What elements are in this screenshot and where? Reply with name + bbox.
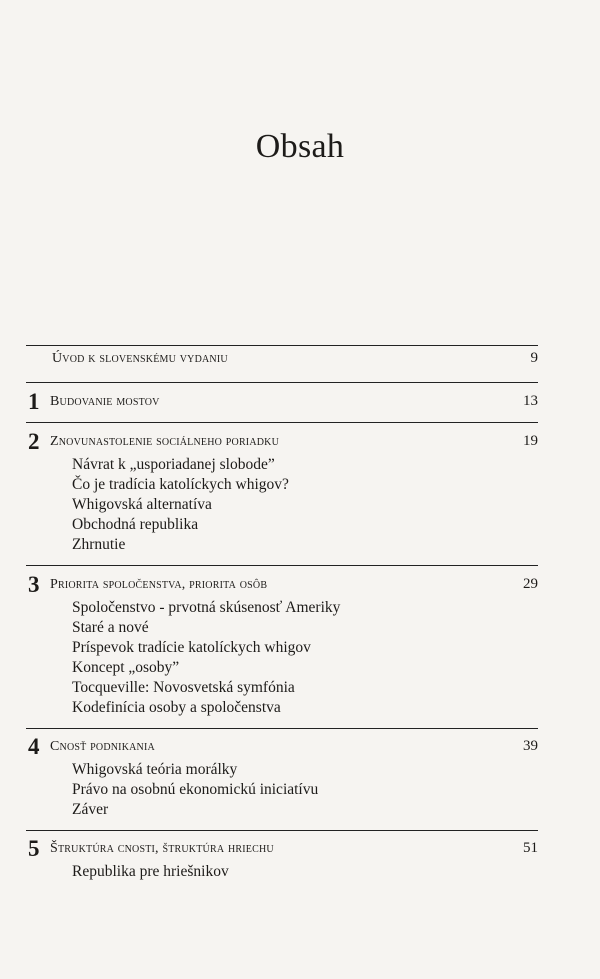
chapter-number: 2	[28, 429, 40, 454]
chapter-number: 5	[28, 836, 40, 861]
page-number: 13	[523, 393, 538, 409]
section-title: Zhrnutie	[72, 536, 126, 553]
section-title: Čo je tradícia katolíckych whigov?	[72, 476, 289, 493]
page-title: Obsah	[255, 128, 345, 165]
section-title: Spoločenstvo - prvotná skúsenosť Ameriky	[72, 599, 341, 616]
section-title: Republika pre hriešnikov	[72, 863, 229, 880]
chapter-title: Úvod k slovenskému vydaniu	[52, 351, 228, 366]
toc-entry-chapter-5	[26, 838, 538, 882]
toc-entry-chapter-2	[26, 431, 538, 555]
divider	[26, 382, 538, 383]
chapter-title: Cnosť podnikania	[50, 739, 155, 754]
page-number: 39	[523, 738, 538, 754]
section-title: Záver	[72, 801, 109, 818]
page-number: 51	[523, 840, 538, 856]
chapter-title: Priorita spoločenstva, priorita osôb	[50, 577, 268, 592]
chapter-number: 1	[28, 389, 40, 414]
chapter-title: Štruktúra cnosti, štruktúra hriechu	[50, 841, 274, 856]
toc-entry-intro	[26, 348, 538, 370]
section-title: Príspevok tradície katolíckych whigov	[72, 639, 311, 656]
chapter-title: Znovunastolenie sociálneho poriadku	[50, 434, 280, 449]
divider	[26, 565, 538, 566]
section-title: Staré a nové	[72, 619, 149, 636]
divider	[26, 422, 538, 423]
toc-entry-chapter-3	[26, 574, 538, 718]
page-number: 9	[530, 350, 538, 366]
section-title: Návrat k „usporiadanej slobode”	[72, 456, 275, 473]
chapter-number: 3	[28, 572, 40, 597]
section-title: Kodefinícia osoby a spoločenstva	[72, 699, 281, 716]
divider	[26, 728, 538, 729]
toc-entry-chapter-4	[26, 736, 538, 820]
section-title: Koncept „osoby”	[72, 659, 180, 676]
page-number: 29	[523, 576, 538, 592]
section-title: Whigovská alternatíva	[72, 496, 212, 513]
chapter-number: 4	[28, 734, 40, 759]
divider	[26, 345, 538, 346]
section-title: Whigovská teória morálky	[72, 761, 238, 778]
page-number: 19	[523, 433, 538, 449]
divider	[26, 830, 538, 831]
section-title: Tocqueville: Novosvetská symfónia	[72, 679, 295, 696]
section-title: Právo na osobnú ekonomickú iniciatívu	[72, 781, 319, 798]
section-title: Obchodná republika	[72, 516, 199, 533]
chapter-title: Budovanie mostov	[50, 394, 160, 409]
toc-entry-chapter-1	[26, 391, 538, 413]
